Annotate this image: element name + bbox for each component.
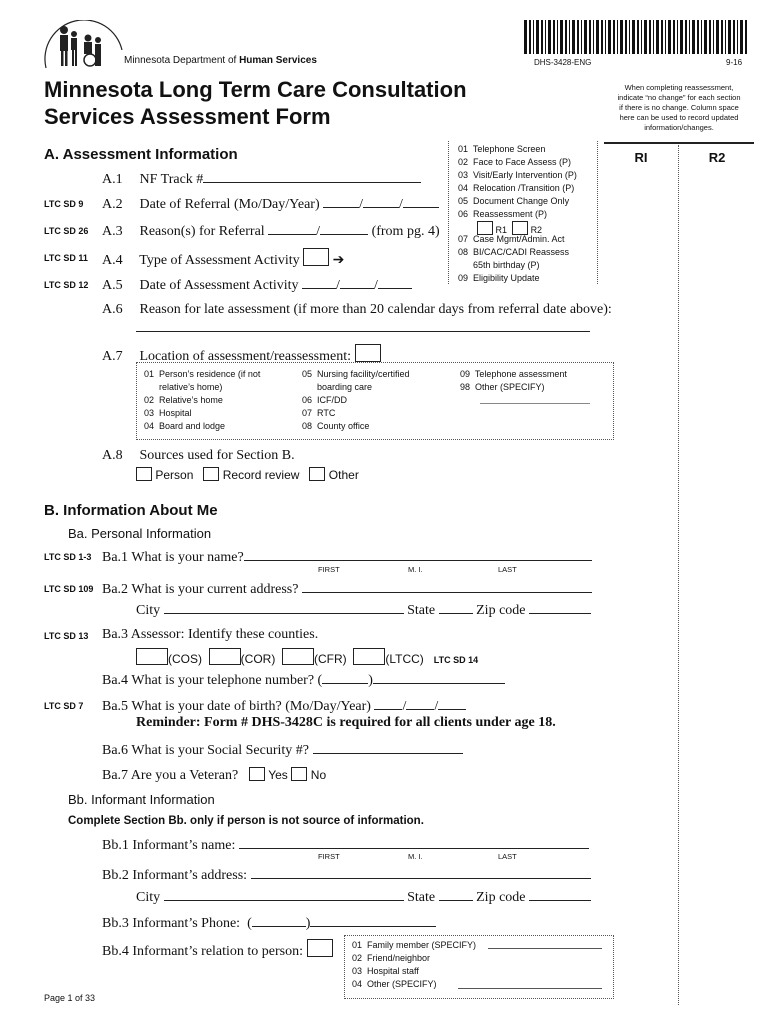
section-ba-heading: Ba. Personal Information bbox=[68, 526, 212, 541]
source-other-checkbox[interactable] bbox=[309, 467, 325, 481]
activity-option-b-0: 07 Case Mgmt/Admin. Act bbox=[458, 234, 565, 244]
family-member-specify-input[interactable] bbox=[488, 948, 602, 949]
a5-num: A.5 bbox=[102, 278, 123, 293]
a3-code: LTC SD 26 bbox=[44, 226, 89, 236]
informant-address-input[interactable] bbox=[251, 866, 591, 879]
veteran-yes-checkbox[interactable] bbox=[249, 767, 265, 781]
source-record-label: Record review bbox=[222, 468, 300, 482]
a6-row bbox=[102, 302, 612, 318]
r1-label: R1 bbox=[495, 225, 508, 235]
location-options-col2 bbox=[302, 368, 410, 433]
location-options-col3 bbox=[460, 368, 567, 394]
referral-reason-2-input[interactable] bbox=[320, 222, 368, 235]
a8-num: A.8 bbox=[102, 448, 123, 463]
ba4-label: What is your telephone number? bbox=[131, 673, 315, 688]
relation-options-list bbox=[352, 939, 476, 991]
a3-row: A.3 Reason(s) for Referral / (from pg. 4) bbox=[102, 224, 440, 239]
page-number: Page 1 of 33 bbox=[44, 993, 96, 1003]
informant-zip-label: Zip code bbox=[476, 890, 526, 905]
column-divider bbox=[678, 145, 679, 1005]
informant-relation-input[interactable] bbox=[307, 939, 333, 957]
ba5-code: LTC SD 7 bbox=[44, 701, 84, 711]
state-input[interactable] bbox=[439, 601, 473, 614]
informant-name-input[interactable] bbox=[239, 836, 589, 849]
ba1-code: LTC SD 1-3 bbox=[44, 552, 92, 562]
bb-instruction: Complete Section Bb. only if person is not source of information. bbox=[68, 815, 424, 827]
activity-option-4: 05 Document Change Only bbox=[458, 196, 570, 206]
a5-label: Date of Assessment Activity bbox=[139, 278, 299, 293]
informant-area-code-input[interactable] bbox=[252, 914, 306, 927]
informant-city-input[interactable] bbox=[164, 888, 404, 901]
dhs-logo-icon bbox=[44, 20, 124, 70]
bb1-label: Informant’s name: bbox=[132, 838, 236, 853]
ba3-row bbox=[102, 627, 318, 643]
cos-label: (COS) bbox=[168, 652, 202, 666]
informant-zip-input[interactable] bbox=[529, 888, 591, 901]
section-bb-heading: Bb. Informant Information bbox=[68, 792, 215, 807]
location-option-a-3: 03 Hospital bbox=[144, 408, 192, 418]
location-option-b-3: 07 RTC bbox=[302, 408, 336, 418]
informant-first-caption: FIRST bbox=[318, 852, 340, 861]
cos-input[interactable] bbox=[136, 648, 168, 665]
referral-year-input[interactable] bbox=[403, 195, 439, 208]
location-option-a-0: 01 Person’s residence (if not bbox=[144, 369, 261, 379]
activity-option-1: 02 Face to Face Assess (P) bbox=[458, 157, 572, 167]
dob-year-input[interactable] bbox=[438, 697, 466, 710]
ba7-num: Ba.7 bbox=[102, 768, 129, 783]
location-option-c-1: 98 Other (SPECIFY) bbox=[460, 382, 545, 392]
activity-option-2: 03 Visit/Early Intervention (P) bbox=[458, 170, 577, 180]
form-date: 9-16 bbox=[726, 58, 743, 67]
cfr-input[interactable] bbox=[282, 648, 314, 665]
ltcc-input[interactable] bbox=[353, 648, 385, 665]
title-line-2: Services Assessment Form bbox=[44, 104, 331, 129]
bb4-num: Bb.4 bbox=[102, 944, 129, 959]
bb3-row: Bb.3 Informant’s Phone: ( ) bbox=[102, 914, 436, 932]
dob-reminder: Reminder: Form # DHS-3428C is required for all clients under age 18. bbox=[136, 715, 556, 730]
activity-month-input[interactable] bbox=[302, 276, 336, 289]
ba7-row bbox=[102, 767, 326, 784]
source-person-checkbox[interactable] bbox=[136, 467, 152, 481]
phone-input[interactable] bbox=[373, 671, 505, 684]
name-mi-caption: M. I. bbox=[408, 565, 423, 574]
informant-state-input[interactable] bbox=[439, 888, 473, 901]
relation-option-0: 01 Family member (SPECIFY) bbox=[352, 940, 477, 950]
bb4-row bbox=[102, 939, 333, 960]
bb2-row bbox=[102, 866, 591, 884]
other-specify-input[interactable] bbox=[458, 988, 602, 989]
dept-name: Human Services bbox=[239, 55, 317, 66]
a7-num: A.7 bbox=[102, 349, 123, 364]
column-header-rule bbox=[604, 142, 754, 144]
relation-option-1: 02 Friend/neighbor bbox=[352, 953, 431, 963]
dob-day-input[interactable] bbox=[406, 697, 434, 710]
note-line-3: here can be used to record updated bbox=[619, 113, 739, 122]
referral-reason-1-input[interactable] bbox=[268, 222, 316, 235]
cfr-label: (CFR) bbox=[314, 652, 347, 666]
ba1-label: What is your name? bbox=[131, 550, 244, 565]
activity-day-input[interactable] bbox=[340, 276, 374, 289]
a2-num: A.2 bbox=[102, 197, 123, 212]
department-name bbox=[124, 55, 317, 66]
ba2-label: What is your current address? bbox=[131, 582, 299, 597]
a8-options bbox=[136, 467, 359, 482]
late-reason-input[interactable] bbox=[136, 331, 590, 332]
referral-month-input[interactable] bbox=[323, 195, 359, 208]
location-option-b-2: 06 ICF/DD bbox=[302, 395, 348, 405]
a3-suffix: (from pg. 4) bbox=[371, 224, 440, 239]
a7-label: Location of assessment/reassessment: bbox=[139, 349, 352, 364]
ba2-num: Ba.2 bbox=[102, 582, 129, 597]
relation-option-3: 04 Other (SPECIFY) bbox=[352, 979, 437, 989]
informant-phone-input[interactable] bbox=[310, 914, 436, 927]
a4-row bbox=[102, 248, 344, 269]
column-r1: RI bbox=[634, 150, 648, 165]
city-label: City bbox=[136, 603, 161, 618]
a6-num: A.6 bbox=[102, 302, 123, 317]
a8-row bbox=[102, 448, 295, 464]
location-input[interactable] bbox=[355, 344, 381, 362]
dob-month-input[interactable] bbox=[374, 697, 402, 710]
section-b-heading: B. Information About Me bbox=[44, 502, 218, 519]
activity-option-3: 04 Relocation /Transition (P) bbox=[458, 183, 575, 193]
cor-label: (COR) bbox=[240, 652, 276, 666]
name-last-caption: LAST bbox=[498, 565, 517, 574]
ba5-row: Ba.5 What is your date of birth? (Mo/Day/Year) / / bbox=[102, 697, 466, 715]
activity-option-b-1: 08 BI/CAC/CADI Reassess bbox=[458, 247, 570, 257]
referral-day-input[interactable] bbox=[363, 195, 399, 208]
cor-input[interactable] bbox=[209, 648, 241, 665]
activity-year-input[interactable] bbox=[378, 276, 412, 289]
ba3-code2: LTC SD 14 bbox=[433, 655, 479, 665]
ltcc-label: (LTCC) bbox=[385, 652, 424, 666]
ba3-code: LTC SD 13 bbox=[44, 631, 89, 641]
dept-prefix: Minnesota Department of bbox=[124, 55, 237, 66]
a1-num: A.1 bbox=[102, 172, 123, 187]
note-line-2: if there is no change. Column space bbox=[619, 103, 739, 112]
other-location-input[interactable] bbox=[480, 403, 590, 404]
section-a-heading: A. Assessment Information bbox=[44, 146, 238, 163]
location-option-a-2: 02 Relative’s home bbox=[144, 395, 223, 405]
a6-label: Reason for late assessment (if more than 20 calendar days from referral date above): bbox=[139, 302, 612, 317]
zip-input[interactable] bbox=[529, 601, 591, 614]
form-code: DHS-3428-ENG bbox=[534, 58, 592, 67]
a5-code: LTC SD 12 bbox=[44, 280, 89, 290]
source-record-checkbox[interactable] bbox=[203, 467, 219, 481]
arrow-right-icon: ➔ bbox=[332, 253, 345, 268]
location-option-a-1: relative’s home) bbox=[144, 382, 223, 392]
a2-row: A.2 Date of Referral (Mo/Day/Year) / / bbox=[102, 195, 439, 213]
ba6-label: What is your Social Security #? bbox=[131, 743, 309, 758]
ssn-input[interactable] bbox=[313, 741, 463, 754]
activity-option-0: 01 Telephone Screen bbox=[458, 144, 546, 154]
ba3-label: Assessor: Identify these counties. bbox=[130, 627, 319, 642]
bb2-num: Bb.2 bbox=[102, 868, 129, 883]
ba1-row bbox=[102, 548, 592, 566]
informant-city-label: City bbox=[136, 890, 161, 905]
a2-code: LTC SD 9 bbox=[44, 199, 84, 209]
a5-row: A.5 Date of Assessment Activity / / bbox=[102, 276, 412, 294]
zip-label: Zip code bbox=[476, 603, 526, 618]
activity-option-5: 06 Reassessment (P) bbox=[458, 209, 548, 219]
note-line-0: When completing reassessment, bbox=[624, 83, 734, 92]
activity-options-list bbox=[458, 143, 577, 221]
a3-label: Reason(s) for Referral bbox=[139, 224, 265, 239]
location-option-b-0: 05 Nursing facility/certified bbox=[302, 369, 410, 379]
location-option-a-4: 04 Board and lodge bbox=[144, 421, 226, 431]
note-line-4: information/changes. bbox=[644, 123, 714, 132]
ba7-label: Are you a Veteran? bbox=[130, 768, 239, 783]
ba2-code: LTC SD 109 bbox=[44, 584, 94, 594]
location-option-c-0: 09 Telephone assessment bbox=[460, 369, 567, 379]
activity-option-b-3: 09 Eligibility Update bbox=[458, 273, 540, 283]
location-option-b-4: 08 County office bbox=[302, 421, 370, 431]
a1-label: NF Track # bbox=[139, 172, 204, 187]
nf-track-input[interactable] bbox=[203, 170, 421, 183]
title-line-1: Minnesota Long Term Care Consultation bbox=[44, 77, 467, 102]
ba6-num: Ba.6 bbox=[102, 743, 129, 758]
a4-num: A.4 bbox=[102, 253, 123, 268]
bb2-label: Informant’s address: bbox=[132, 868, 248, 883]
informant-state-label: State bbox=[407, 890, 436, 905]
ba6-row bbox=[102, 741, 463, 759]
veteran-no-label: No bbox=[310, 768, 327, 782]
ba2-row bbox=[102, 580, 592, 598]
location-option-b-1: boarding care bbox=[302, 382, 373, 392]
bb2-city-row bbox=[136, 888, 591, 906]
note-line-1: indicate “no change” for each section bbox=[617, 93, 741, 102]
source-person-label: Person bbox=[155, 468, 194, 482]
relation-option-2: 03 Hospital staff bbox=[352, 966, 419, 976]
assessment-activity-input[interactable] bbox=[303, 248, 329, 266]
a4-code: LTC SD 11 bbox=[44, 253, 88, 263]
informant-mi-caption: M. I. bbox=[408, 852, 423, 861]
name-first-caption: FIRST bbox=[318, 565, 340, 574]
source-other-label: Other bbox=[328, 468, 359, 482]
ba1-num: Ba.1 bbox=[102, 550, 129, 565]
a8-label: Sources used for Section B. bbox=[139, 448, 295, 463]
state-label: State bbox=[407, 603, 436, 618]
page-title bbox=[44, 76, 467, 130]
a4-label: Type of Assessment Activity bbox=[139, 253, 300, 268]
activity-options-list-2 bbox=[458, 233, 569, 285]
activity-option-b-2: 65th birthday (P) bbox=[458, 260, 540, 270]
ba2-city-row bbox=[136, 601, 591, 619]
veteran-no-checkbox[interactable] bbox=[291, 767, 307, 781]
veteran-yes-label: Yes bbox=[268, 768, 288, 782]
city-input[interactable] bbox=[164, 601, 404, 614]
informant-last-caption: LAST bbox=[498, 852, 517, 861]
a3-num: A.3 bbox=[102, 224, 123, 239]
address-input[interactable] bbox=[302, 580, 592, 593]
bb1-num: Bb.1 bbox=[102, 838, 129, 853]
ba5-num: Ba.5 bbox=[102, 699, 129, 714]
area-code-input[interactable] bbox=[322, 671, 368, 684]
ba4-num: Ba.4 bbox=[102, 673, 129, 688]
ba3-num: Ba.3 bbox=[102, 627, 129, 642]
barcode-icon bbox=[524, 20, 748, 54]
bb4-label: Informant’s relation to person: bbox=[132, 944, 304, 959]
location-options-col1 bbox=[144, 368, 260, 433]
reassessment-note bbox=[604, 83, 754, 133]
a1-row bbox=[102, 170, 421, 188]
a2-label: Date of Referral (Mo/Day/Year) bbox=[139, 197, 320, 212]
name-input[interactable] bbox=[244, 548, 592, 561]
bb3-num: Bb.3 bbox=[102, 916, 129, 931]
column-r2: R2 bbox=[708, 150, 726, 165]
r2-label: R2 bbox=[530, 225, 543, 235]
bb3-label: Informant’s Phone: bbox=[132, 916, 241, 931]
ba4-row: Ba.4 What is your telephone number? ( ) bbox=[102, 671, 505, 689]
ba5-label: What is your date of birth? (Mo/Day/Year) bbox=[131, 699, 371, 714]
ba3-counties bbox=[136, 648, 478, 666]
